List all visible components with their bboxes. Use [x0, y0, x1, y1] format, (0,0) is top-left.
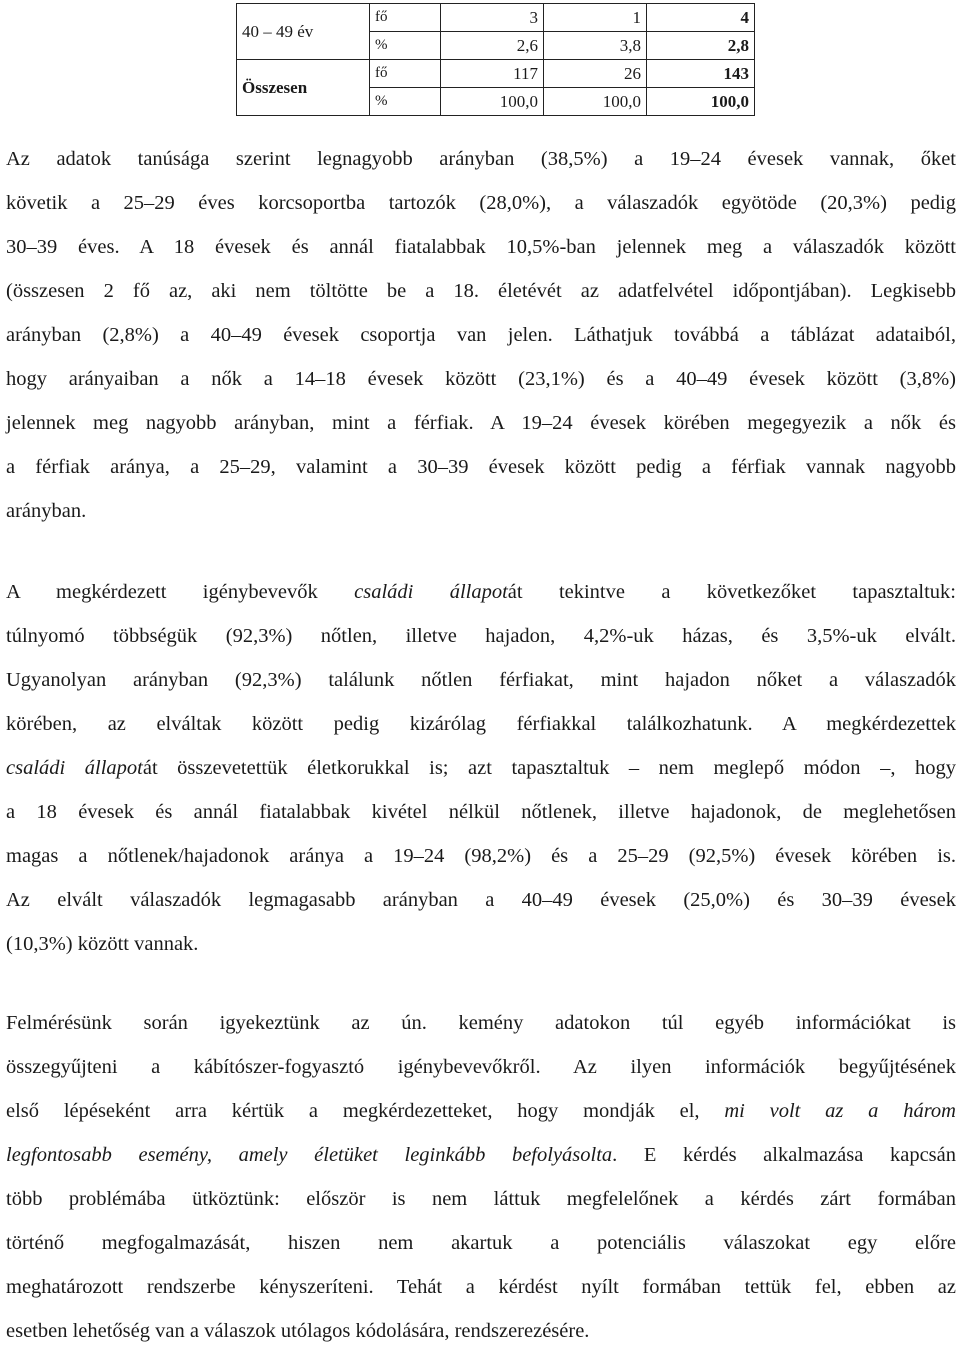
text-line: arányban.	[6, 500, 87, 522]
age-distribution-table	[236, 3, 755, 116]
value-cell: 117	[441, 60, 544, 88]
text-line: hogy arányaiban a nők a 14–18 évesek között (23,1%) és a 40–49 évesek között (3,8%)	[6, 368, 956, 390]
paragraph	[6, 570, 956, 966]
text-line: jelennek meg nagyobb arányban, mint a férfiak. A 19–24 évesek körében megegyezik a nők és	[6, 412, 956, 434]
text-line: első lépéseként arra kértük a megkérdezetteket, hogy mondják el, mi volt az a három	[6, 1100, 956, 1122]
unit-label: fő	[370, 4, 441, 32]
total-cell: 4	[647, 4, 755, 32]
text-line: történő megfogalmazását, hiszen nem akartuk a potenciális válaszokat egy előre	[6, 1232, 956, 1254]
value-cell: 26	[544, 60, 647, 88]
text-line: meghatározott rendszerbe kényszeríteni. Tehát a kérdést nyílt formában tettük fel, ebben az	[6, 1276, 956, 1298]
table-row	[237, 60, 755, 88]
text-line: a 18 évesek és annál fiatalabbak kivétel nélkül nőtlenek, illetve hajadonok, de meglehetősen	[6, 801, 956, 823]
value-cell: 3	[441, 4, 544, 32]
value-cell: 3,8	[544, 32, 647, 60]
text-line: a férfiak aránya, a 25–29, valamint a 30–39 évesek között pedig a férfiak vannak nagyobb	[6, 456, 956, 478]
text-line: A megkérdezett igénybevevők családi állapotát tekintve a következőket tapasztaltuk:	[6, 581, 957, 603]
unit-label: fő	[370, 60, 441, 88]
text-line: magas a nőtlenek/hajadonok aránya a 19–24 (98,2%) és a 25–29 (92,5%) évesek körében is.	[6, 845, 956, 867]
text-line: esetben lehetőség van a válaszok utólagos kódolására, rendszerezésére.	[6, 1320, 590, 1342]
text-line: Az adatok tanúsága szerint legnagyobb arányban (38,5%) a 19–24 évesek vannak, őket	[6, 148, 956, 170]
text-line: 30–39 éves. A 18 évesek és annál fiatalabbak 10,5%-ban jelennek meg a válaszadók között	[6, 236, 956, 258]
text-line: több problémába ütköztünk: először is nem láttuk megfelelőnek a kérdés zárt formában	[6, 1188, 956, 1210]
text-line: (összesen 2 fő az, aki nem töltötte be a 18. életévét az adatfelvétel időpontjában). Legkisebb	[6, 280, 956, 302]
value-cell: 1	[544, 4, 647, 32]
text-line: túlnyomó többségük (92,3%) nőtlen, illetve hajadon, 4,2%-uk házas, és 3,5%-uk elvált.	[6, 625, 956, 647]
total-cell: 2,8	[647, 32, 755, 60]
text-line: Az elvált válaszadók legmagasabb arányban a 40–49 évesek (25,0%) és 30–39 évesek	[6, 889, 956, 911]
age-group-label: Összesen	[237, 60, 370, 116]
text-line: Ugyanolyan arányban (92,3%) találunk nőtlen férfiakat, mint hajadon nőket a válaszadók	[6, 669, 956, 691]
text-line: követik a 25–29 éves korcsoportba tartozók (28,0%), a válaszadók egyötöde (20,3%) pedig	[6, 192, 956, 214]
unit-label: %	[370, 32, 441, 60]
text-line: összegyűjteni a kábítószer-fogyasztó igénybevevőkről. Az ilyen információk begyűjtésének	[6, 1056, 956, 1078]
value-cell: 2,6	[441, 32, 544, 60]
table-row	[237, 4, 755, 32]
text-line: (10,3%) között vannak.	[6, 933, 199, 955]
unit-label: %	[370, 88, 441, 116]
age-group-label: 40 – 49 év	[237, 4, 370, 60]
text-line: Felmérésünk során igyekeztünk az ún. kemény adatokon túl egyéb információkat is	[6, 1012, 956, 1034]
total-cell: 143	[647, 60, 755, 88]
paragraph	[6, 1001, 956, 1353]
paragraph	[6, 137, 956, 533]
text-line: körében, az elváltak között pedig kizárólag férfiakkal találkozhatunk. A megkérdezettek	[6, 713, 956, 735]
value-cell: 100,0	[544, 88, 647, 116]
text-line: arányban (2,8%) a 40–49 évesek csoportja van jelen. Láthatjuk továbbá a táblázat adataiból,	[6, 324, 956, 346]
total-cell: 100,0	[647, 88, 755, 116]
text-line: családi állapotát összevetettük életkorukkal is; azt tapasztaltuk – nem meglepő módon –, hogy	[6, 757, 956, 779]
value-cell: 100,0	[441, 88, 544, 116]
text-line: legfontosabb esemény, amely életüket leginkább befolyásolta. E kérdés alkalmazása kapcsán	[6, 1144, 956, 1166]
